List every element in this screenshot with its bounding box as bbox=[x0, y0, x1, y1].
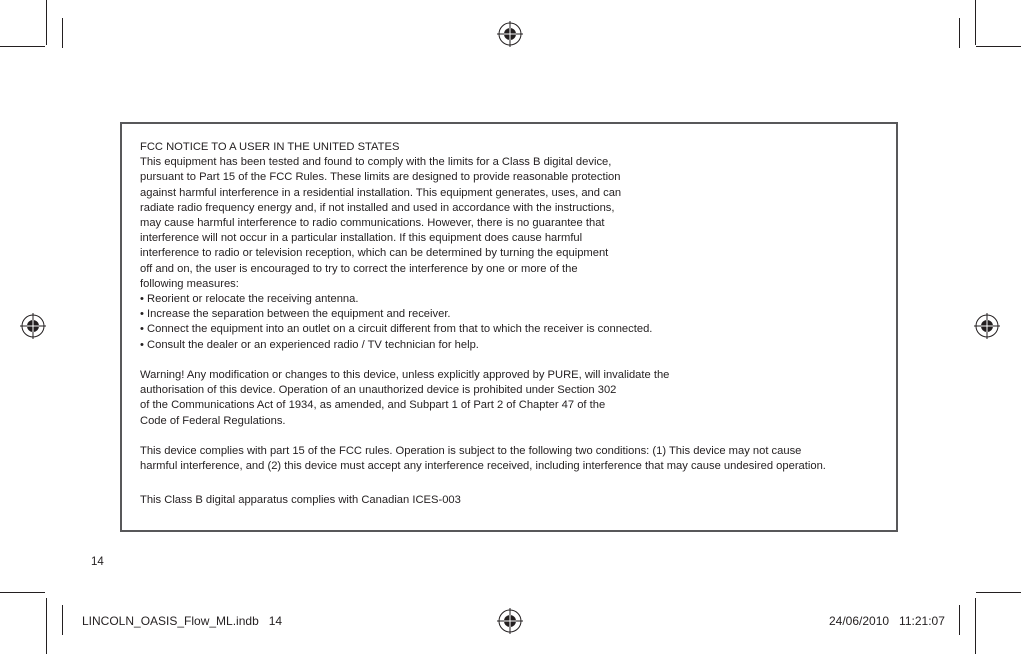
registration-mark-icon bbox=[20, 313, 46, 339]
warning-text: Any modification or changes to this device, unless explicitly approved by PURE, will invalidate the bbox=[184, 369, 670, 382]
crop-mark bbox=[62, 18, 63, 48]
warning-label: Warning! bbox=[140, 369, 185, 382]
warning-line: authorisation of this device. Operation of an unauthorized device is prohibited under Section 302 bbox=[140, 384, 617, 397]
compliance-line: harmful interference, and (2) this device must accept any interference received, including interference that may cause undesired operation. bbox=[140, 460, 826, 473]
compliance-line: This device complies with part 15 of the FCC rules. Operation is subject to the following two conditions: (1) This device may not cause bbox=[140, 445, 802, 458]
paragraph-line: off and on, the user is encouraged to try to correct the interference by one or more of the bbox=[140, 262, 578, 275]
measure-item: • Connect the equipment into an outlet on a circuit different from that to which the receiver is connected. bbox=[140, 323, 653, 336]
notice-content bbox=[140, 140, 890, 509]
canada-statement: This Class B digital apparatus complies with Canadian ICES-003 bbox=[140, 494, 461, 507]
crop-mark bbox=[62, 605, 63, 635]
crop-mark bbox=[976, 592, 1021, 593]
crop-mark bbox=[46, 598, 47, 654]
crop-mark bbox=[976, 46, 1021, 47]
crop-mark bbox=[975, 598, 976, 654]
paragraph-line: This equipment has been tested and found to comply with the limits for a Class B digital device, bbox=[140, 156, 612, 169]
crop-mark bbox=[975, 0, 976, 45]
paragraph-line: pursuant to Part 15 of the FCC Rules. These limits are designed to provide reasonable protection bbox=[140, 171, 621, 184]
paragraph-line: against harmful interference in a residential installation. This equipment generates, uses, and can bbox=[140, 186, 622, 199]
warning-line bbox=[140, 368, 890, 383]
print-slug-filename: LINCOLN_OASIS_Flow_ML.indb 14 bbox=[82, 614, 283, 628]
warning-line: Code of Federal Regulations. bbox=[140, 414, 286, 427]
registration-mark-icon bbox=[497, 608, 523, 634]
registration-mark-icon bbox=[497, 21, 523, 47]
crop-mark bbox=[0, 592, 45, 593]
paragraph-line: interference will not occur in a particular installation. If this equipment does cause harmful bbox=[140, 232, 583, 245]
measure-item: • Reorient or relocate the receiving antenna. bbox=[140, 293, 359, 306]
registration-mark-icon bbox=[974, 313, 1000, 339]
crop-mark bbox=[959, 605, 960, 635]
notice-heading: FCC NOTICE TO A USER IN THE UNITED STATES bbox=[140, 141, 400, 153]
warning-line: of the Communications Act of 1934, as amended, and Subpart 1 of Part 2 of Chapter 47 of the bbox=[140, 399, 606, 412]
paragraph-line: interference to radio or television reception, which can be determined by turning the equipment bbox=[140, 247, 609, 260]
measure-item: • Consult the dealer or an experienced radio / TV technician for help. bbox=[140, 338, 479, 351]
crop-mark bbox=[959, 18, 960, 48]
fcc-notice-box bbox=[120, 122, 898, 532]
paragraph-line: following measures: bbox=[140, 277, 239, 290]
page-number: 14 bbox=[91, 556, 104, 568]
measure-item: • Increase the separation between the equipment and receiver. bbox=[140, 308, 451, 321]
paragraph-line: radiate radio frequency energy and, if not installed and used in accordance with the instructions, bbox=[140, 201, 615, 214]
paragraph-line: may cause harmful interference to radio communications. However, there is no guarantee that bbox=[140, 217, 605, 230]
crop-mark bbox=[46, 0, 47, 45]
print-slug-timestamp: 24/06/2010 11:21:07 bbox=[829, 614, 945, 628]
crop-mark bbox=[0, 46, 45, 47]
